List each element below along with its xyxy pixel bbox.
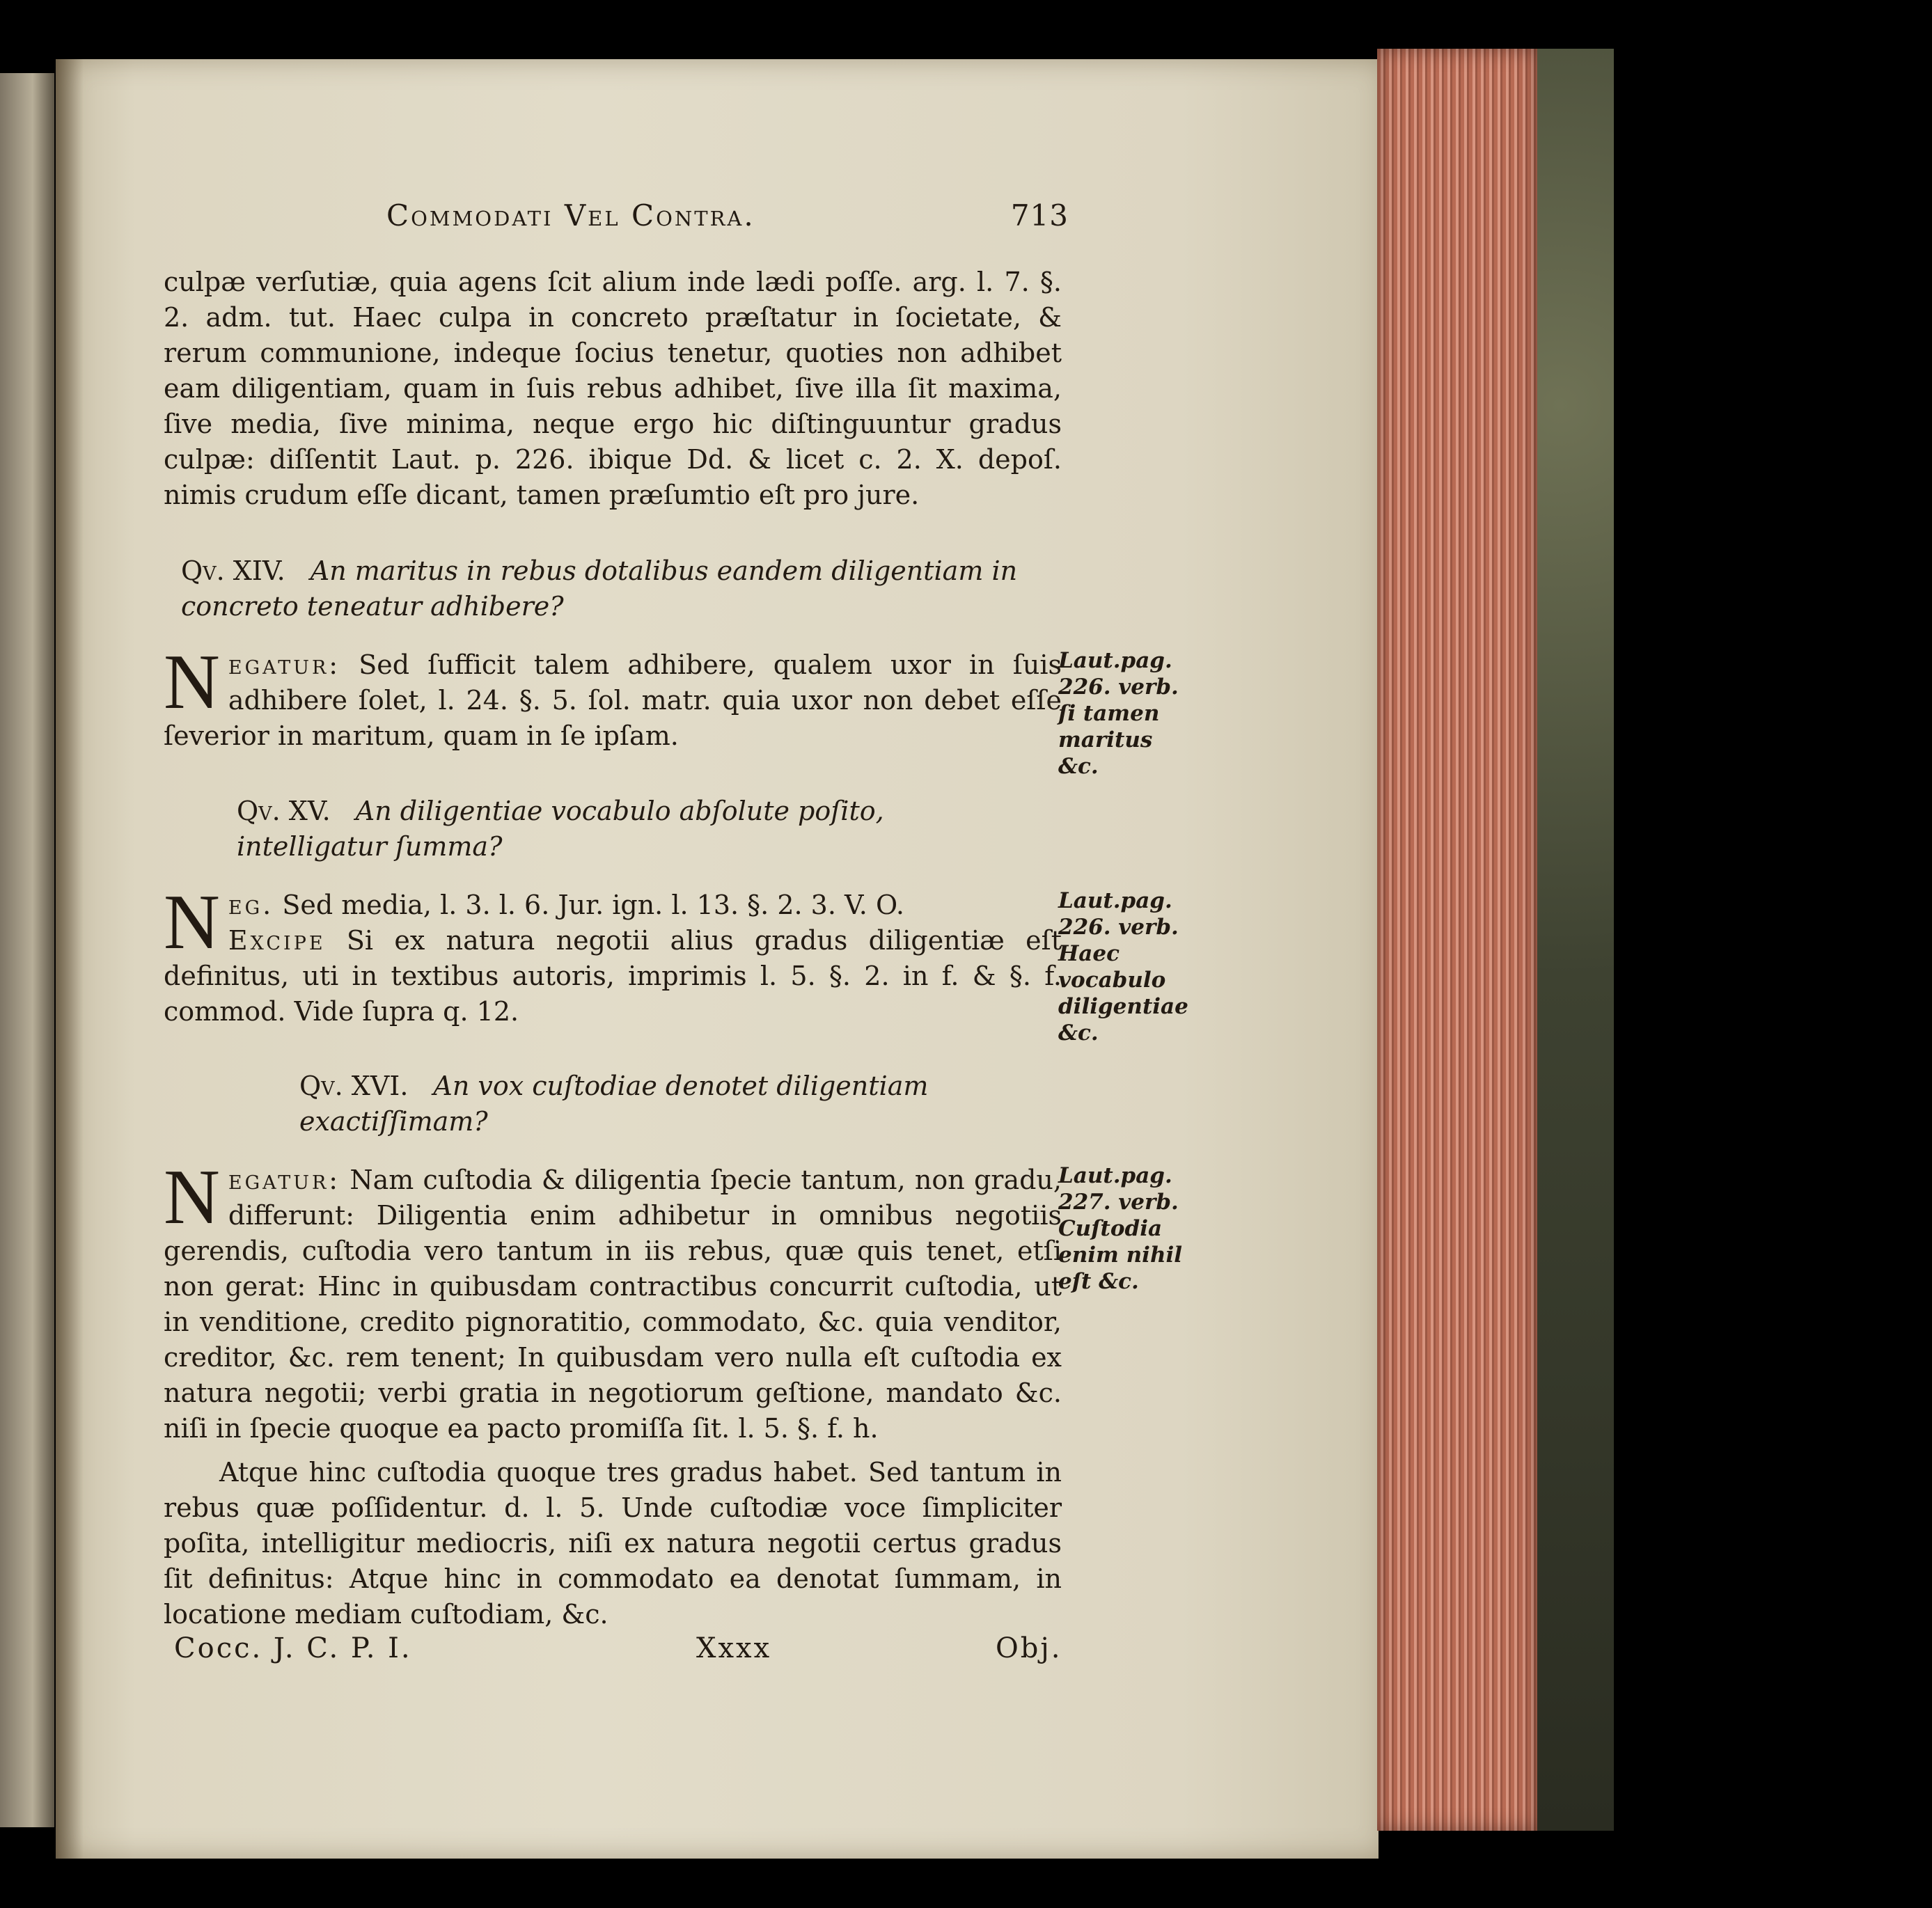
page-number: 713 (1010, 198, 1069, 232)
answer-text: Sed media, l. 3. l. 6. Jur. ign. l. 13. §. 2. 3. V. O. (282, 890, 904, 920)
question-text: An maritus in rebus dotalibus eandem diligentiam in concreto teneatur adhibere? (181, 555, 1018, 622)
question-text: An vox cuſtodiae denotet diligentiam exactiſſimam? (299, 1071, 929, 1137)
question-number: Qv. XVI. (299, 1071, 409, 1101)
answer-lead: eg. (228, 890, 274, 920)
drop-cap: N (164, 1154, 220, 1240)
excipe-lead: Excipe (228, 925, 326, 956)
paragraph-custodia: Atque hinc cuſtodia quoque tres gradus habet. Sed tantum in rebus quæ poſſidentur. d. l. 5. Unde cuſtodiæ voce ſimpliciter poſita, intelligitur mediocris, niſi ex natura negotii certus gradus ſit definitus: Atque hinc in commodato ea denotat ſummam, in locatione mediam cuſtodiam, &c. (164, 1457, 1062, 1630)
answer-14 (164, 639, 1062, 754)
answer-lead: egatur: (228, 649, 341, 680)
gathering-mark: Xxxx (696, 1632, 772, 1664)
page-gutter-shadow (56, 59, 84, 1859)
running-header (386, 198, 1069, 232)
excipe-text: Si ex natura negotii alius gradus diligentiæ eſt definitus, uti in textibus autoris, imprimis l. 5. §. 2. in f. & §. f. commod. Vide ſupra q. 12. (164, 925, 1062, 1027)
catchword: Obj. (996, 1632, 1062, 1664)
question-16 (299, 1069, 1037, 1140)
page-edges (1377, 49, 1537, 1831)
signature-mark: Cocc. J. C. P. I. (174, 1632, 412, 1664)
answer-text: Sed ſufficit talem adhibere, qualem uxor in ſuis adhibere ſolet, l. 24. §. 5. ſol. matr. quia uxor non debet eſſe ſeverior in maritum, quam in ſe ipſam. (164, 649, 1062, 751)
running-header-title: Commodati Vel Contra. (386, 198, 755, 232)
question-number: Qv. XIV. (181, 555, 285, 586)
question-14 (181, 553, 1037, 624)
drop-cap: N (164, 879, 220, 965)
answer-text: Nam cuſtodia & diligentia ſpecie tantum, non gradu, differunt: Diligentia enim adhibetur in omnibus negotiis gerendis, cuſtodia vero tantum in iis rebus, quæ quis tenet, etſi non gerat: Hinc in quibusdam contractibus concurrit cuſtodia, ut in venditione, credito pignoratitio, commodato, &c. quia venditor, creditor, &c. rem tenent; In quibusdam vero nulla eſt cuſtodia ex natura negotii; verbi gratia in negotiorum geſtione, mandato &c. niſi in ſpecie quoque ea pacto promiſſa ſit. l. 5. §. f. h. (164, 1165, 1062, 1444)
question-15 (237, 794, 1037, 865)
answer-15 (164, 879, 1062, 1030)
marginal-note: Laut.pag. 226. verb. Haec vocabulo diligentiae &c. (1058, 888, 1188, 1046)
question-number: Qv. XV. (237, 796, 331, 826)
answer-16 (164, 1154, 1062, 1446)
drop-cap: N (164, 639, 220, 725)
facing-page-edge (0, 73, 54, 1827)
answer-lead: egatur: (228, 1165, 341, 1195)
question-text: An diligentiae vocabulo abſolute poſito, intelligatur ſumma? (237, 796, 884, 862)
marginal-note: Laut.pag. 226. verb. ſi tamen maritus &c. (1058, 648, 1179, 779)
book-cover-board (1537, 49, 1614, 1831)
marginal-note: Laut.pag. 227. verb. Cuſtodia enim nihil eſt &c. (1058, 1163, 1183, 1294)
paragraph-culpa: culpæ verſutiæ, quia agens ſcit alium inde lædi poſſe. arg. l. 7. §. 2. adm. tut. Haec culpa in concreto præſtatur in ſocietate, & rerum communione, indeque ſocius tenetur, quoties non adhibet eam diligentiam, quam in ſuis rebus adhibet, ſive illa ſit maxima, ſive media, ſive minima, neque ergo hic diſtinguuntur gradus culpæ: diſſentit Laut. p. 226. ibique Dd. & licet c. 2. X. depoſ. nimis crudum eſſe dicant, tamen præſumtio eſt pro jure. (164, 267, 1062, 510)
